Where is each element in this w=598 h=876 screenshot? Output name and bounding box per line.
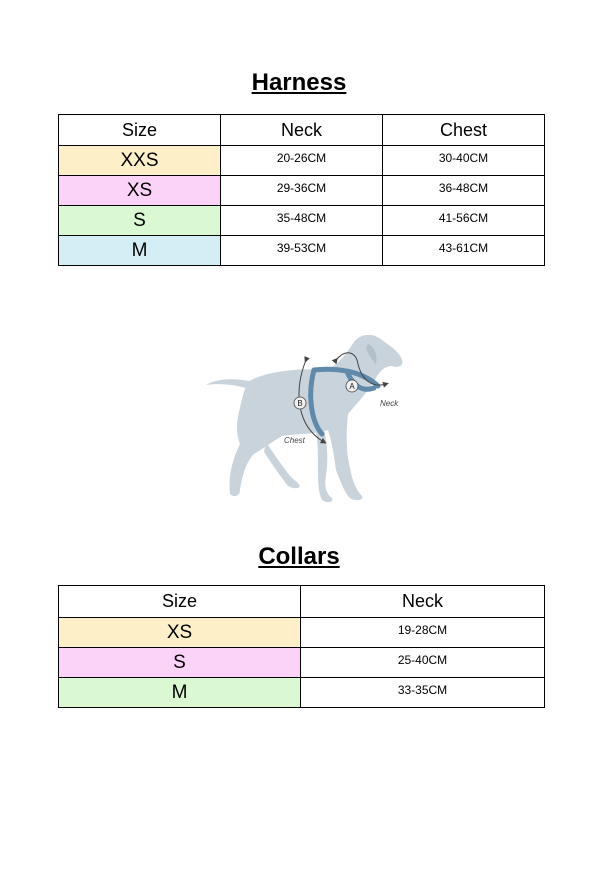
table-header-row bbox=[59, 586, 545, 618]
table-row bbox=[59, 678, 545, 708]
harness-title: Harness bbox=[251, 69, 347, 96]
table-row bbox=[59, 176, 545, 206]
neck-cell: 29-36CM bbox=[221, 176, 383, 206]
neck-cell: 39-53CM bbox=[221, 236, 383, 266]
table-row bbox=[59, 146, 545, 176]
chest-cell: 36-48CM bbox=[383, 176, 545, 206]
dog-harness-measurement-figure bbox=[196, 330, 416, 505]
size-cell: M bbox=[59, 236, 221, 266]
neck-cell: 20-26CM bbox=[221, 146, 383, 176]
column-header-neck: Neck bbox=[301, 586, 545, 618]
label-a: A bbox=[349, 382, 355, 391]
label-b: B bbox=[297, 399, 303, 408]
chest-label: Chest bbox=[284, 436, 305, 445]
collars-size-table bbox=[58, 585, 545, 708]
chest-cell: 30-40CM bbox=[383, 146, 545, 176]
table-row bbox=[59, 648, 545, 678]
harness-size-table bbox=[58, 114, 545, 266]
table-row bbox=[59, 618, 545, 648]
neck-cell: 35-48CM bbox=[221, 206, 383, 236]
table-header-row bbox=[59, 115, 545, 146]
neck-cell: 19-28CM bbox=[301, 618, 545, 648]
table-row bbox=[59, 206, 545, 236]
chest-cell: 41-56CM bbox=[383, 206, 545, 236]
size-cell: XS bbox=[59, 618, 301, 648]
size-cell: XXS bbox=[59, 146, 221, 176]
column-header-neck: Neck bbox=[221, 115, 383, 146]
size-cell: S bbox=[59, 206, 221, 236]
chest-cell: 43-61CM bbox=[383, 236, 545, 266]
neck-label: Neck bbox=[380, 399, 399, 408]
collars-title: Collars bbox=[258, 543, 340, 570]
column-header-size: Size bbox=[59, 586, 301, 618]
table-row bbox=[59, 236, 545, 266]
neck-cell: 33-35CM bbox=[301, 678, 545, 708]
column-header-size: Size bbox=[59, 115, 221, 146]
size-cell: M bbox=[59, 678, 301, 708]
neck-cell: 25-40CM bbox=[301, 648, 545, 678]
column-header-chest: Chest bbox=[383, 115, 545, 146]
size-cell: S bbox=[59, 648, 301, 678]
size-cell: XS bbox=[59, 176, 221, 206]
